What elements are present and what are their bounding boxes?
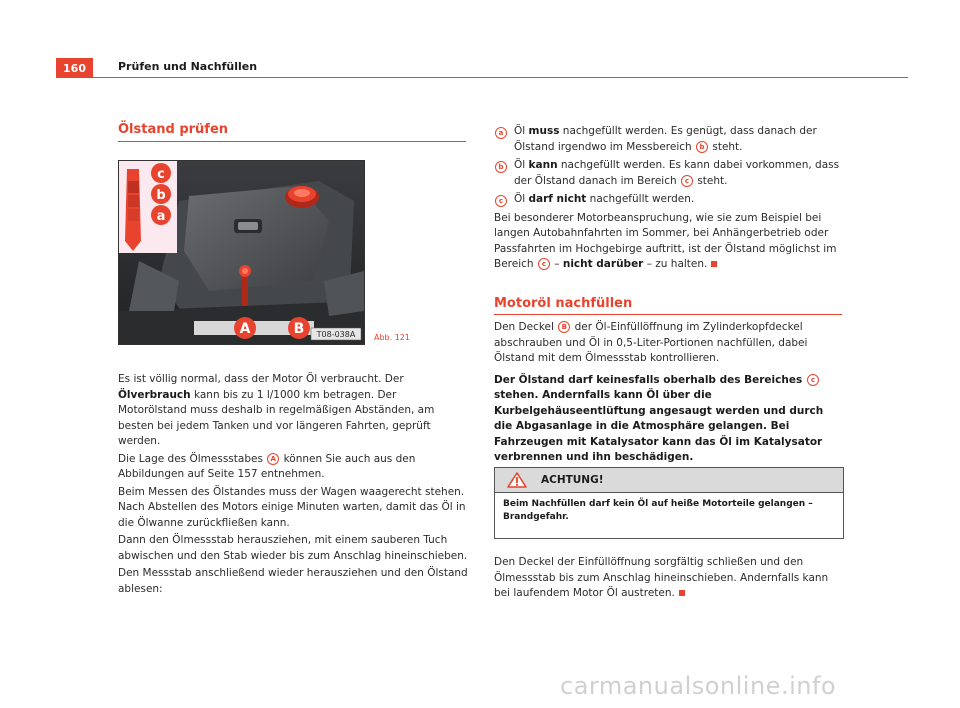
paragraph-special-load: Bei besonderer Motorbeanspruchung, wie sie zum Beispiel bei langen Autobahnfahrten im Sommer, bei Anhängerbetrieb oder Passfahrten im Hochgebirge auftritt, ist der Ölstand möglichst im Bereich c – nicht darüber – zu halten. [494,211,837,270]
header-rule [56,77,908,78]
ref-b: b [495,161,507,173]
paragraph-pull-dipstick: Dann den Ölmessstab herausziehen, mit einem sauberen Tuch abwischen und den Stab wieder bis zum Anschlag hineinschieben. [118,534,468,562]
ref-B: B [558,321,570,333]
figure-caption: Abb. 121 [374,333,410,342]
list-item-a: a Öl muss nachgefüllt werden. Es genügt, dass danach der Ölstand irgendwo im Messbereich b steht. [494,124,842,155]
ref-b-inline: b [696,141,708,153]
ref-a: a [495,127,507,139]
svg-text:b: b [156,188,166,203]
callout-B [288,317,310,339]
callout-b [151,184,171,204]
ref-c-inline: c [681,175,693,187]
ref-c: c [495,195,507,207]
paragraph-caution-bold: Der Ölstand darf keinesfalls oberhalb des Bereiches c stehen. Andernfalls kann Öl über die Kurbelgehäuseentlüftung angesaugt werden und durch die Abgasanlage in die Atmosphäre gelangen. Bei Fahrzeugen mit Katalysator kann das Öl im Katalysator verbrennen und ihn beschädigen. [494,373,824,463]
paragraph-close-cap: Den Deckel der Einfüllöffnung sorgfältig schließen und den Ölmessstab bis zum Anschlag hineinschieben. Andernfalls kann bei laufendem Motor Öl austreten. [494,556,829,599]
ref-c-caution: c [807,374,819,386]
svg-text:a: a [156,209,166,224]
warning-triangle-icon [507,472,527,492]
paragraph-read-level: Den Messstab anschließend wieder herausziehen und den Ölstand ablesen: [118,567,468,595]
warning-box [494,467,844,539]
paragraph-cap: Den Deckel B der Öl-Einfüllöffnung im Zylinderkopfdeckel abschrauben und Öl in 0,5-Liter-Portionen nachfüllen, dabei Ölstand mit dem Ölmessstab kontrollieren. [494,321,808,364]
engine-figure [118,160,365,345]
paragraph-oil-consumption: Es ist völlig normal, dass der Motor Öl verbraucht. Der Ölverbrauch kann bis zu 1 l/1000 km betragen. Der Motorölstand muss deshalb in regelmäßigen Abständen, am besten bei jedem Tanken und vor längeren Fahrten, geprüft werden. [118,373,435,447]
svg-text:c: c [157,167,165,182]
list-item-b: b Öl kann nachgefüllt werden. Es kann dabei vorkommen, dass der Ölstand danach im Bereich c steht. [494,158,842,189]
ref-A: A [267,453,279,465]
callout-A [234,317,256,339]
closing-text [494,555,842,604]
end-mark-final [679,590,685,596]
section-rule-left [118,141,466,142]
warning-header [495,468,843,493]
paragraph-dipstick-location: Die Lage des Ölmessstabes A können Sie auch aus den Abbildungen auf Seite 157 entnehmen. [118,452,416,480]
svg-text:B: B [293,321,305,337]
running-title: Prüfen und Nachfüllen [118,60,258,73]
left-body [118,372,468,599]
page-number: 160 [56,58,93,78]
right-body [494,320,842,468]
engine-illustration [119,161,364,344]
section-title-refill: Motoröl nachfüllen [494,296,633,311]
section-title-oil-check: Ölstand prüfen [118,122,229,137]
ref-c-range: c [538,258,550,270]
warning-text: Beim Nachfüllen darf kein Öl auf heiße Motorteile gelangen – Brandgefahr. [503,499,813,522]
svg-text:A: A [239,321,251,337]
right-list [494,124,842,275]
list-item-c: c Öl darf nicht nachgefüllt werden. [494,192,842,208]
warning-title: ACHTUNG! [541,474,604,486]
section-rule-right [494,314,842,315]
watermark: carmanualsonline.info [560,672,837,700]
callout-c [151,163,171,183]
paragraph-level-car: Beim Messen des Ölstandes muss der Wagen waagerecht stehen. Nach Abstellen des Motors einige Minuten warten, damit das Öl in die Ölwanne zurückfließen kann. [118,485,466,529]
callout-a [151,205,171,225]
end-mark [711,261,717,267]
figure-code: T08-038A [316,330,356,339]
